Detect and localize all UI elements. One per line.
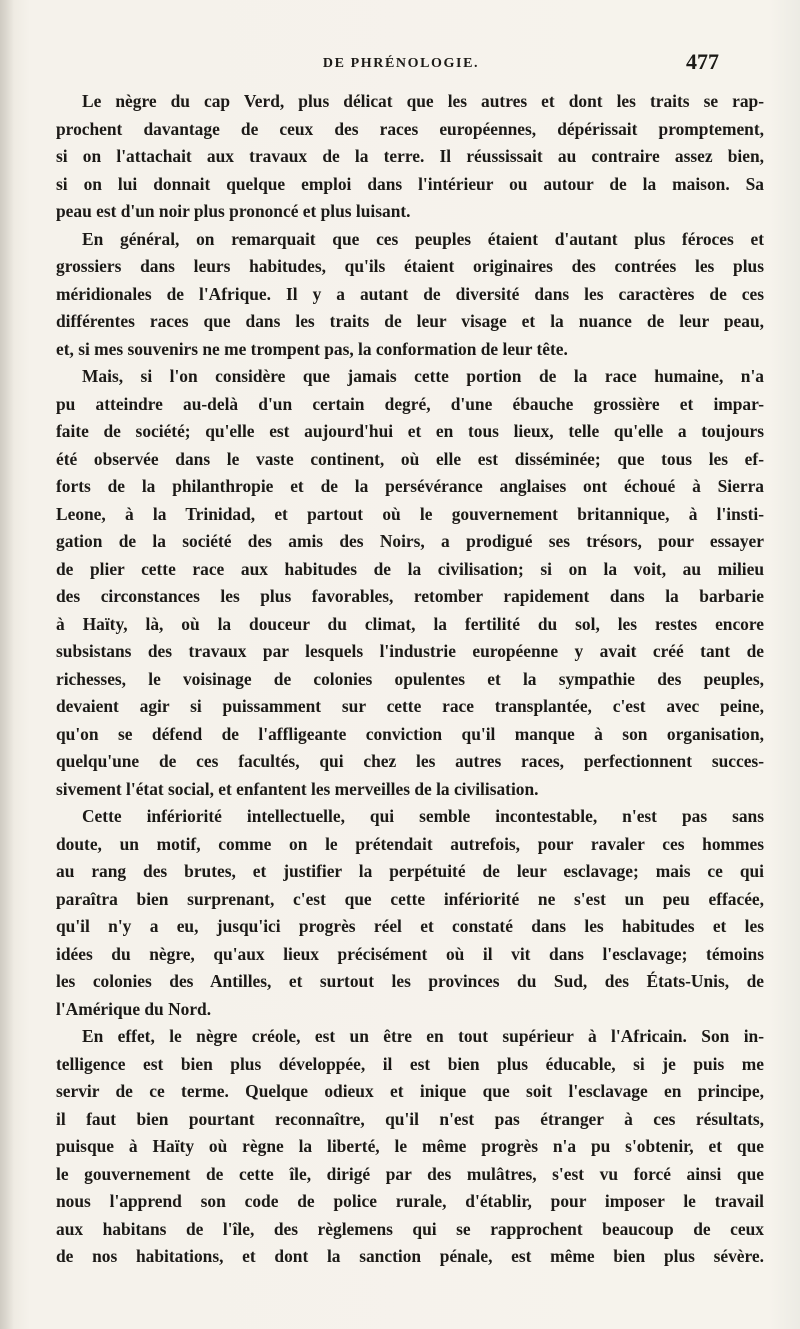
text-line: richesses, le voisinage de colonies opulentes et la sympathie des peuples, bbox=[56, 668, 764, 689]
text-line: En général, on remarquait que ces peuples étaient d'autant plus féroces et bbox=[82, 228, 764, 249]
text-line: qu'on se défend de l'affligeante conviction qu'il manque à son organisation, bbox=[56, 723, 764, 744]
page-number: 477 bbox=[686, 49, 719, 74]
text-line: prochent davantage de ceux des races européennes, dépérissait promptement, bbox=[56, 118, 764, 139]
text-line: paraîtra bien surprenant, c'est que cette infériorité ne s'est un peu effacée, bbox=[56, 888, 764, 909]
text-line: faite de société; qu'elle est aujourd'hui et en tous lieux, telle qu'elle a toujours bbox=[56, 421, 764, 441]
text-line: aux habitans de l'île, des règlemens qui se rapprochent beaucoup de ceux bbox=[56, 1218, 764, 1239]
text-line: pu atteindre au-delà d'un certain degré, d'une ébauche grossière et impar- bbox=[56, 393, 764, 414]
text-line: et, si mes souvenirs ne me trompent pas, la conformation de leur tête. bbox=[56, 338, 568, 359]
text-line: En effet, le nègre créole, est un être en tout supérieur à l'Africain. Son in- bbox=[82, 1026, 764, 1046]
text-line: sivement l'état social, et enfantent les merveilles de la civilisation. bbox=[56, 778, 539, 799]
running-title: DE PHRÉNOLOGIE. bbox=[322, 56, 480, 71]
text-line: gation de la société des amis des Noirs, a prodigué ses trésors, pour essayer bbox=[56, 531, 764, 551]
text-line: Le nègre du cap Verd, plus délicat que les autres et dont les traits se rap- bbox=[82, 91, 764, 111]
text-line: différentes races que dans les traits de leur visage et la nuance de leur peau, bbox=[56, 311, 764, 331]
text-line: nous l'apprend son code de police rurale, d'établir, pour imposer le travail bbox=[56, 1191, 764, 1211]
text-line: de nos habitations, et dont la sanction pénale, est même bien plus sévère. bbox=[56, 1246, 764, 1266]
text-line: grossiers dans leurs habitudes, qu'ils étaient originaires des contrées les plus bbox=[56, 256, 764, 276]
text-line: idées du nègre, qu'aux lieux précisément où il vit dans l'esclavage; témoins bbox=[56, 943, 764, 964]
text-line: méridionales de l'Afrique. Il y a autant de diversité dans les caractères de ces bbox=[56, 283, 764, 304]
text-line: été observée dans le vaste continent, où elle est disséminée; que tous les ef- bbox=[56, 448, 764, 469]
text-line: Leone, à la Trinidad, et partout où le gouvernement britannique, à l'insti- bbox=[56, 503, 764, 524]
text-line: devaient agir si puissamment sur cette race transplantée, c'est avec peine, bbox=[56, 696, 764, 716]
text-line: il faut bien pourtant reconnaître, qu'il n'est pas étranger à ces résultats, bbox=[56, 1108, 764, 1129]
text-line: subsistans des travaux par lesquels l'industrie européenne y avait créé tant de bbox=[56, 641, 764, 661]
text-line: peau est d'un noir plus prononcé et plus luisant. bbox=[56, 201, 411, 221]
text-line: au rang des brutes, et justifier la perpétuité de leur esclavage; mais ce qui bbox=[56, 861, 764, 881]
text-line: de plier cette race aux habitudes de la civilisation; si on la voit, au milieu bbox=[56, 558, 764, 579]
text-line: doute, un motif, comme on le prétendait autrefois, pour ravaler ces hommes bbox=[56, 833, 764, 854]
text-line: qu'il n'y a eu, jusqu'ici progrès réel et constaté dans les habitudes et les bbox=[56, 916, 764, 936]
page-edge-shadow bbox=[0, 0, 14, 1329]
text-line: telligence est bien plus développée, il est bien plus éducable, si je puis me bbox=[56, 1053, 764, 1074]
text-line: si on lui donnait quelque emploi dans l'intérieur ou autour de la maison. Sa bbox=[56, 173, 764, 194]
page-header bbox=[0, 46, 800, 76]
text-line: Mais, si l'on considère que jamais cette portion de la race humaine, n'a bbox=[82, 366, 764, 386]
text-line: des circonstances les plus favorables, retomber rapidement dans la barbarie bbox=[56, 586, 764, 606]
body-text bbox=[56, 88, 764, 1271]
text-line: servir de ce terme. Quelque odieux et inique que soit l'esclavage en principe, bbox=[56, 1081, 764, 1101]
text-line: si on l'attachait aux travaux de la terre. Il réussissait au contraire assez bien, bbox=[56, 146, 764, 166]
text-line: forts de la philanthropie et de la persévérance anglaises ont échoué à Sierra bbox=[56, 476, 764, 496]
text-line: l'Amérique du Nord. bbox=[56, 998, 212, 1019]
text-line: à Haïty, là, où la douceur du climat, la fertilité du sol, les restes encore bbox=[56, 613, 764, 634]
text-line: Cette infériorité intellectuelle, qui semble incontestable, n'est pas sans bbox=[82, 806, 764, 826]
text-line: les colonies des Antilles, et surtout les provinces du Sud, des États-Unis, de bbox=[56, 971, 764, 991]
text-line: quelqu'une de ces facultés, qui chez les autres races, perfectionnent succes- bbox=[56, 751, 764, 771]
text-line: puisque à Haïty où règne la liberté, le même progrès n'a pu s'obtenir, et que bbox=[56, 1136, 764, 1156]
text-line: le gouvernement de cette île, dirigé par des mulâtres, s'est vu forcé ainsi que bbox=[56, 1163, 764, 1184]
